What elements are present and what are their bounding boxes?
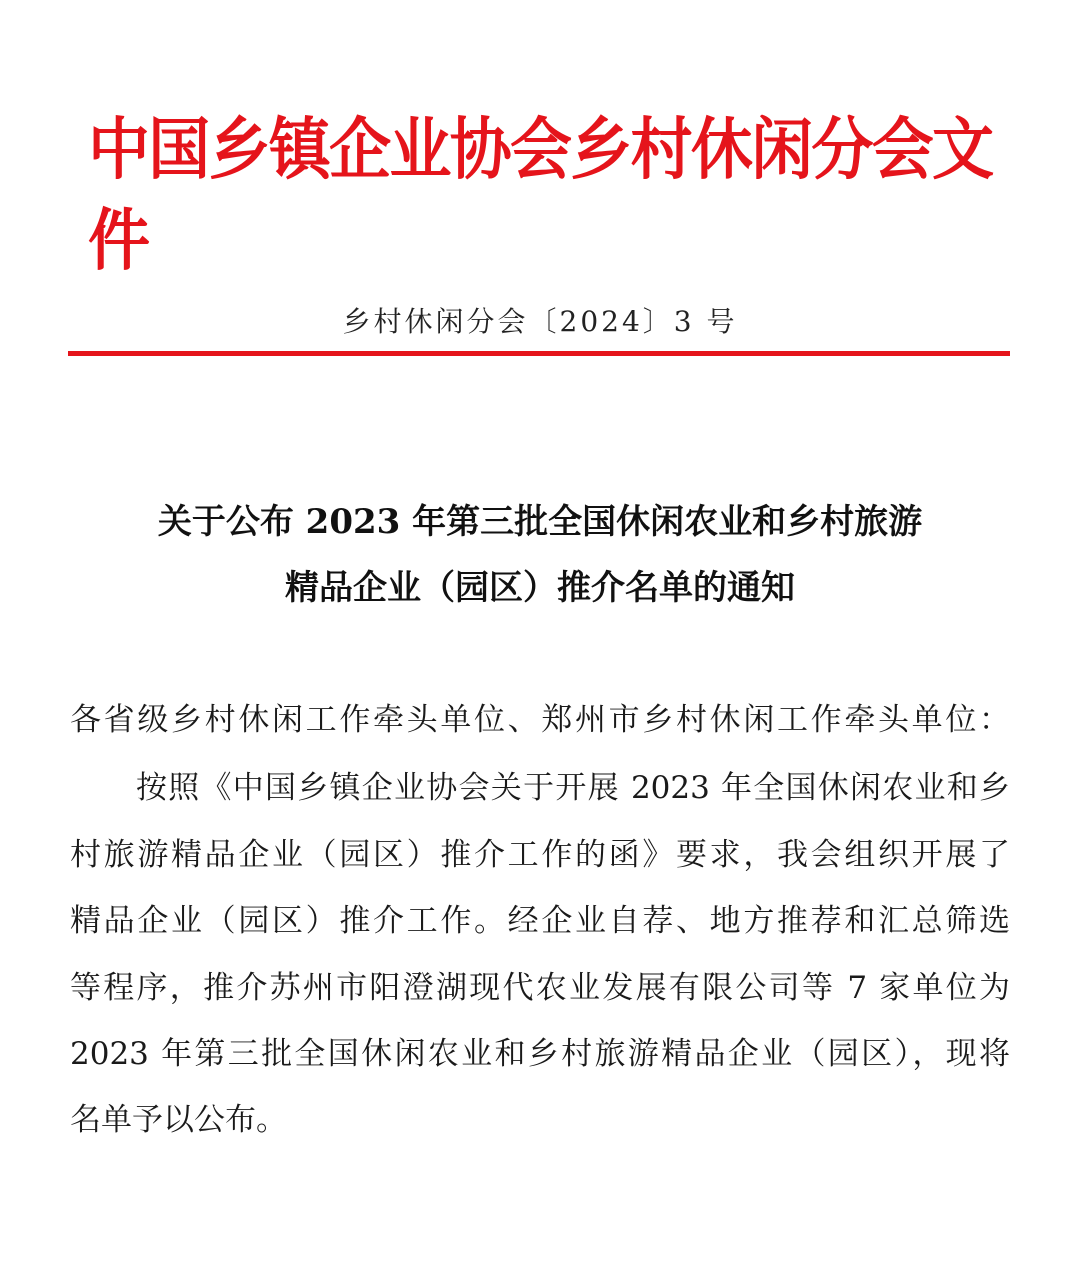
paragraph-line: 精品企业（园区）推介工作。经企业自荐、地方推荐和汇总筛选	[70, 903, 1010, 939]
paragraph-line: 等程序，推介苏州市阳澄湖现代农业发展有限公司等 7 家单位为	[70, 970, 1010, 1006]
notice-title-line-2: 精品企业（园区）推介名单的通知	[285, 568, 795, 608]
paragraph-line: 村旅游精品企业（园区）推介工作的函》要求，我会组织开展了	[70, 837, 1010, 873]
document-number: 乡村休闲分会〔2024〕3 号	[342, 305, 738, 338]
paragraph-line: 名单予以公布。	[70, 1102, 287, 1138]
red-divider	[68, 351, 1010, 356]
document-header-title: 中国乡镇企业协会乡村休闲分会文件	[88, 110, 992, 280]
paragraph-line: 按照《中国乡镇企业协会关于开展 2023 年全国休闲农业和乡	[136, 770, 1010, 806]
salutation: 各省级乡村休闲工作牵头单位、郑州市乡村休闲工作牵头单位：	[70, 702, 1010, 738]
paragraph-line: 2023 年第三批全国休闲农业和乡村旅游精品企业（园区），现将	[70, 1036, 1010, 1072]
notice-title-line-1: 关于公布 2023 年第三批全国休闲农业和乡村旅游	[157, 502, 923, 542]
